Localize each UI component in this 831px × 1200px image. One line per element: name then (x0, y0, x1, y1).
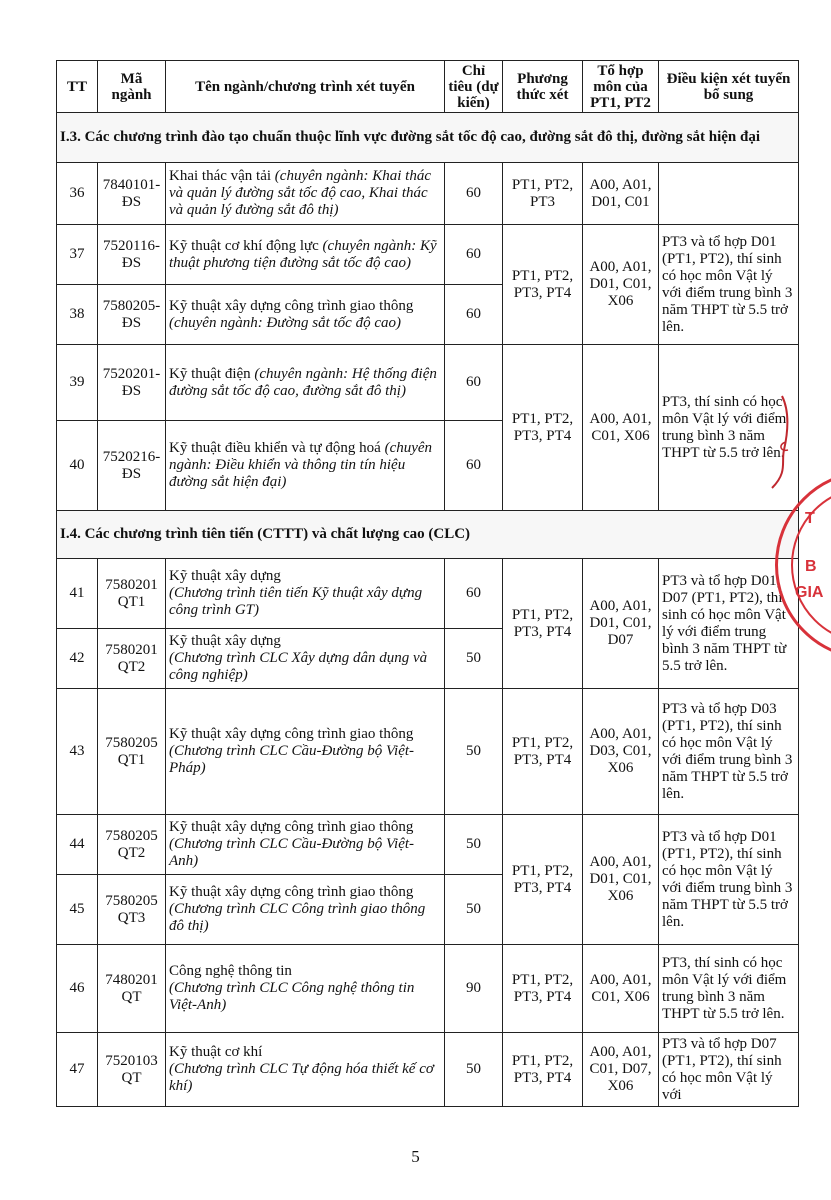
cell-name (166, 163, 445, 225)
cell-tt: 41 (57, 559, 98, 629)
seal-letter: B (805, 558, 817, 575)
header-to-hop: Tổ hợp môn của PT1, PT2 (583, 61, 659, 113)
cell-dieu-kien: PT3 và tổ hợp D03 (PT1, PT2), thí sinh có học môn Vật lý với điểm trung bình 3 năm THPT từ 5.5 trở lên. (659, 689, 799, 815)
program-note: (chuyên ngành: Đường sắt tốc độ cao) (169, 314, 401, 331)
program-name: Công nghệ thông tin (169, 963, 292, 979)
cell-tt: 37 (57, 225, 98, 285)
cell-tt: 44 (57, 815, 98, 875)
cell-name (166, 225, 445, 285)
cell-name (166, 689, 445, 815)
program-name: Kỹ thuật xây dựng công trình giao thông (169, 297, 414, 314)
program-note: (Chương trình CLC Công nghệ thông tin Việt-Anh) (169, 980, 415, 1013)
program-note: (Chương trình tiên tiến Kỹ thuật xây dựng công trình GT) (169, 585, 423, 618)
program-name: Kỹ thuật cơ khí (169, 1044, 263, 1060)
cell-ma: 7840101-ĐS (98, 163, 166, 225)
cell-pt: PT1, PT2, PT3, PT4 (503, 1033, 583, 1107)
program-name: Kỹ thuật xây dựng công trình giao thông (169, 819, 414, 835)
cell-pt: PT1, PT2, PT3, PT4 (503, 689, 583, 815)
cell-ma: 7520216-ĐS (98, 421, 166, 511)
header-tt: TT (57, 61, 98, 113)
cell-chi-tieu: 60 (445, 345, 503, 421)
cell-name (166, 875, 445, 945)
cell-name (166, 559, 445, 629)
cell-to-hop: A00, A01, C01, D07, X06 (583, 1033, 659, 1107)
cell-to-hop: A00, A01, D01, C01, D07 (583, 559, 659, 689)
section-title-i4: I.4. Các chương trình tiên tiến (CTTT) và chất lượng cao (CLC) (57, 511, 799, 559)
cell-dieu-kien: PT3, thí sinh có học môn Vật lý với điểm trung bình 3 năm THPT từ 5.5 trở lên. (659, 945, 799, 1033)
cell-pt: PT1, PT2, PT3, PT4 (503, 345, 583, 511)
table-row (57, 689, 799, 815)
header-dieu-kien: Điều kiện xét tuyển bổ sung (659, 61, 799, 113)
seal-letter: GIA (795, 584, 824, 601)
admission-table-page (56, 60, 798, 1107)
cell-tt: 38 (57, 285, 98, 345)
cell-dieu-kien: PT3, thí sinh có học môn Vật lý với điểm trung bình 3 năm THPT từ 5.5 trở lên. (659, 345, 799, 511)
program-note: (Chương trình CLC Tự động hóa thiết kế cơ khí) (169, 1061, 434, 1094)
cell-name (166, 629, 445, 689)
section-title-i3: I.3. Các chương trình đào tạo chuẩn thuộc lĩnh vực đường sắt tốc độ cao, đường sắt đô thị, đường sắt hiện đại (57, 113, 799, 163)
cell-dieu-kien: PT3 và tổ hợp D07 (PT1, PT2), thí sinh có học môn Vật lý với (659, 1033, 799, 1107)
table-row (57, 945, 799, 1033)
cell-tt: 47 (57, 1033, 98, 1107)
section-row (57, 511, 799, 559)
program-note: (chuyên ngành: Kỹ thuật phương tiện đường sắt tốc độ cao) (169, 237, 437, 271)
program-note: (chuyên ngành: Hệ thống điện đường sắt tốc độ cao, đường sắt đô thị) (169, 365, 437, 399)
cell-dieu-kien: PT3 và tổ hợp D01 (PT1, PT2), thí sinh có học môn Vật lý với điểm trung bình 3 năm THPT từ 5.5 trở lên. (659, 225, 799, 345)
section-row (57, 113, 799, 163)
cell-ma: 7520201-ĐS (98, 345, 166, 421)
cell-ma: 7580201 QT1 (98, 559, 166, 629)
cell-dieu-kien: PT3 và tổ hợp D01, D07 (PT1, PT2), thí sinh có học môn Vật lý với điểm trung bình 3 năm THPT từ 5.5 trở lên. (659, 559, 799, 689)
cell-chi-tieu: 90 (445, 945, 503, 1033)
cell-chi-tieu: 60 (445, 163, 503, 225)
cell-tt: 39 (57, 345, 98, 421)
cell-name (166, 945, 445, 1033)
cell-chi-tieu: 60 (445, 225, 503, 285)
table-row (57, 815, 799, 875)
cell-chi-tieu: 50 (445, 689, 503, 815)
cell-to-hop: A00, A01, D01, C01, X06 (583, 225, 659, 345)
cell-chi-tieu: 60 (445, 285, 503, 345)
cell-name (166, 345, 445, 421)
page-number: 5 (411, 1147, 420, 1166)
cell-tt: 43 (57, 689, 98, 815)
cell-ma: 7520103 QT (98, 1033, 166, 1107)
program-name: Khai thác vận tải (169, 168, 272, 184)
cell-dieu-kien (659, 163, 799, 225)
table-row (57, 559, 799, 629)
program-note: (Chương trình CLC Công trình giao thông đô thị) (169, 901, 426, 934)
cell-to-hop: A00, A01, C01, X06 (583, 945, 659, 1033)
table-row (57, 163, 799, 225)
cell-to-hop: A00, A01, D01, C01 (583, 163, 659, 225)
red-seal-stamp-icon (771, 470, 831, 660)
cell-chi-tieu: 50 (445, 815, 503, 875)
table-row (57, 1033, 799, 1107)
cell-pt: PT1, PT2, PT3 (503, 163, 583, 225)
cell-chi-tieu: 50 (445, 1033, 503, 1107)
cell-tt: 45 (57, 875, 98, 945)
program-note: (Chương trình CLC Xây dựng dân dụng và công nghiệp) (169, 650, 428, 683)
cell-ma: 7580205 QT1 (98, 689, 166, 815)
cell-chi-tieu: 50 (445, 875, 503, 945)
admission-table (56, 60, 799, 1107)
cell-tt: 46 (57, 945, 98, 1033)
cell-pt: PT1, PT2, PT3, PT4 (503, 815, 583, 945)
cell-ma: 7580205-ĐS (98, 285, 166, 345)
program-name: Kỹ thuật điều khiển và tự động hoá (169, 440, 381, 456)
cell-tt: 36 (57, 163, 98, 225)
header-phuong-thuc: Phương thức xét (503, 61, 583, 113)
header-ten-nganh: Tên ngành/chương trình xét tuyển (166, 61, 445, 113)
program-note: (Chương trình CLC Cầu-Đường bộ Việt-Anh) (169, 836, 415, 869)
table-row (57, 225, 799, 285)
cell-chi-tieu: 50 (445, 629, 503, 689)
cell-to-hop: A00, A01, D03, C01, X06 (583, 689, 659, 815)
cell-name (166, 1033, 445, 1107)
table-row (57, 345, 799, 421)
table-header-row (57, 61, 799, 113)
cell-name (166, 421, 445, 511)
header-chi-tieu: Chỉ tiêu (dự kiến) (445, 61, 503, 113)
seal-letters (795, 506, 824, 606)
cell-pt: PT1, PT2, PT3, PT4 (503, 945, 583, 1033)
cell-ma: 7580201 QT2 (98, 629, 166, 689)
cell-to-hop: A00, A01, D01, C01, X06 (583, 815, 659, 945)
program-note: (chuyên ngành: Khai thác và quản lý đường sắt tốc độ cao, Khai thác và quản lý đường sắt đô thị) (169, 168, 432, 218)
cell-to-hop: A00, A01, C01, X06 (583, 345, 659, 511)
cell-tt: 42 (57, 629, 98, 689)
program-name: Kỹ thuật xây dựng công trình giao thông (169, 884, 414, 900)
cell-chi-tieu: 60 (445, 559, 503, 629)
cell-pt: PT1, PT2, PT3, PT4 (503, 559, 583, 689)
cell-chi-tieu: 60 (445, 421, 503, 511)
program-name: Kỹ thuật điện (169, 365, 251, 382)
cell-tt: 40 (57, 421, 98, 511)
cell-dieu-kien: PT3 và tổ hợp D01 (PT1, PT2), thí sinh có học môn Vật lý với điểm trung bình 3 năm THPT từ 5.5 trở lên. (659, 815, 799, 945)
cell-ma: 7520116-ĐS (98, 225, 166, 285)
cell-pt: PT1, PT2, PT3, PT4 (503, 225, 583, 345)
cell-ma: 7480201 QT (98, 945, 166, 1033)
cell-ma: 7580205 QT3 (98, 875, 166, 945)
seal-letter: T (805, 510, 815, 527)
cell-name (166, 285, 445, 345)
program-name: Kỹ thuật xây dựng (169, 568, 281, 584)
header-ma-nganh: Mã ngành (98, 61, 166, 113)
program-note: (Chương trình CLC Cầu-Đường bộ Việt-Pháp) (169, 743, 415, 776)
program-name: Kỹ thuật xây dựng công trình giao thông (169, 726, 414, 742)
program-note: (chuyên ngành: Điều khiển và thông tin tín hiệu đường sắt hiện đại) (169, 440, 433, 490)
program-name: Kỹ thuật cơ khí động lực (169, 237, 319, 254)
cell-ma: 7580205 QT2 (98, 815, 166, 875)
program-name: Kỹ thuật xây dựng (169, 633, 281, 649)
cell-name (166, 815, 445, 875)
